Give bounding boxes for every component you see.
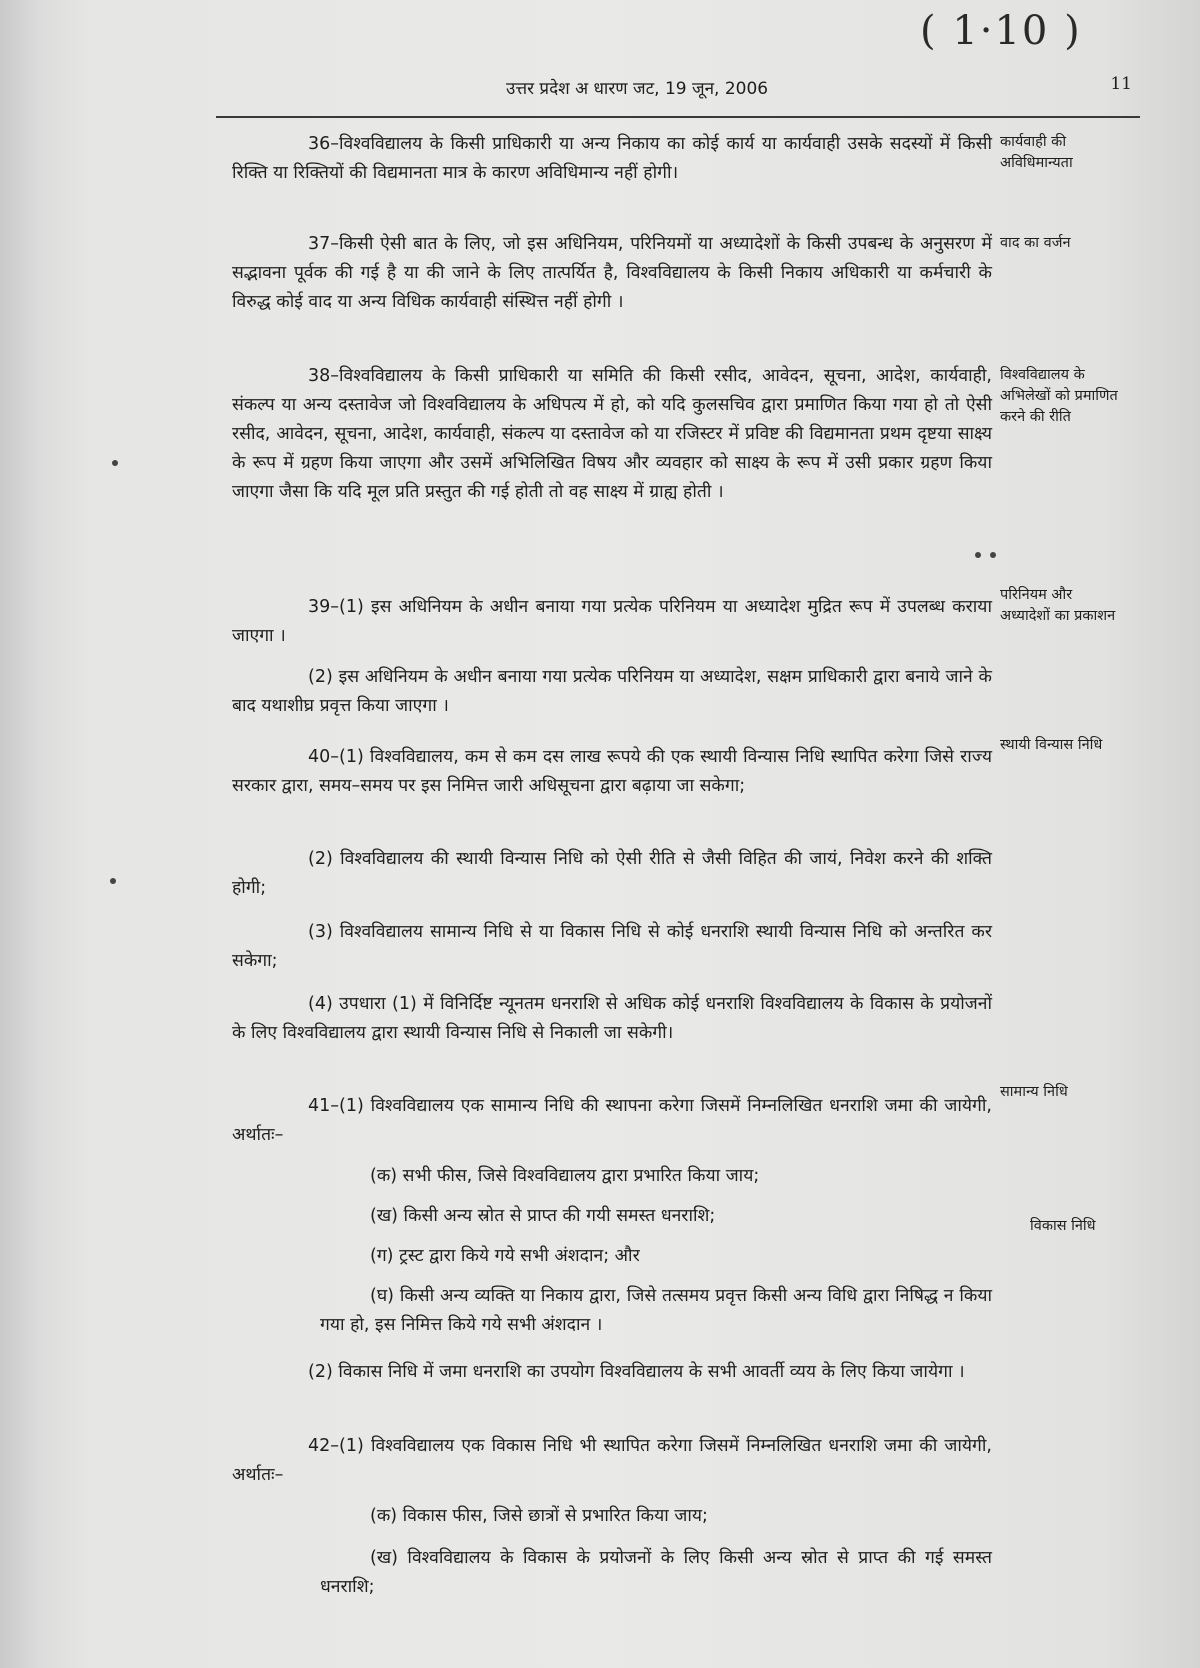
handwritten-page-note: ( 1·10 ): [920, 8, 1082, 54]
margin-note-record-certification: विश्वविद्यालय के अभिलेखों को प्रमाणित करने की रीति: [1000, 367, 1118, 425]
clause-41-ka: (क) सभी फीस, जिसे विश्वविद्यालय द्वारा प्रभारित किया जाय;: [370, 1166, 760, 1186]
clause-41-gha: (घ) किसी अन्य व्यक्ति या निकाय द्वारा, जिसे तत्समय प्रवृत्त किसी अन्य विधि द्वारा निषिद्ध न किया गया हो, इस निमित्त किये गये सभी अंशदान ।: [320, 1286, 992, 1335]
gazette-title: उत्तर प्रदेश अ धारण जट, 19 जून, 2006: [506, 79, 769, 99]
ink-speck: [990, 552, 996, 558]
section-39-2: (2) इस अधिनियम के अधीन बनाया गया प्रत्येक परिनियम या अध्यादेश, सक्षम प्राधिकारी द्वारा बनाये जाने के बाद यथाशीघ्र प्रवृत्त किया जाएगा ।: [232, 667, 992, 716]
section-40-1: 40–(1) विश्वविद्यालय, कम से कम दस लाख रूपये की एक स्थायी विन्यास निधि स्थापित करेगा जिसे राज्य सरकार द्वारा, समय–समय पर इस निमित्त जारी अधिसूचना द्वारा बढ़ाया जा सकेगा;: [232, 747, 992, 796]
section-38: 38–विश्वविद्यालय के किसी प्राधिकारी या समिति की किसी रसीद, आवेदन, सूचना, आदेश, कार्यवाही, संकल्प या अन्य दस्तावेज जो विश्वविद्यालय के अधिपत्य में हो, को यदि कुलसचिव द्वारा प्रमाणित किया गया हो तो ऐसी रसीद, आवेदन, सूचना, आदेश, कार्यवाही, संकल्प या दस्तावेज को या रजिस्टर में प्रविष्ट की विद्यमानता प्रथम दृष्टया साक्ष्य के रूप में ग्रहण किया जाएगा और उसमें अभिलिखित विषय और व्यवहार को साक्ष्य के रूप में उसी प्रकार ग्रहण किया जाएगा जैसा कि यदि मूल प्रति प्रस्तुत की गई होती तो वह साक्ष्य में ग्राह्य होती ।: [232, 366, 992, 502]
ink-speck: [112, 460, 118, 466]
section-37: 37–किसी ऐसी बात के लिए, जो इस अधिनियम, परिनियमों या अध्यादेशों के किसी उपबन्ध के अनुसरण में सद्भावना पूर्वक की गई है या की जाने के लिए तात्पर्यित है, विश्वविद्यालय के किसी निकाय अधिकारी या कर्मचारी के विरुद्ध कोई वाद या अन्य विधिक कार्यवाही संस्थित्त नहीं होगी ।: [232, 234, 992, 312]
section-42-1: 42–(1) विश्वविद्यालय एक विकास निधि भी स्थापित करेगा जिसमें निम्नलिखित धनराशि जमा की जायेगी, अर्थातः–: [232, 1436, 992, 1485]
section-40-3: (3) विश्वविद्यालय सामान्य निधि से या विकास निधि से कोई धनराशि स्थायी विन्यास निधि को अन्तरित कर सकेगा;: [232, 922, 992, 971]
clause-42-ka: (क) विकास फीस, जिसे छात्रों से प्रभारित किया जाय;: [370, 1506, 708, 1526]
section-36: 36–विश्वविद्यालय के किसी प्राधिकारी या अन्य निकाय का कोई कार्य या कार्यवाही उसके सदस्यों में किसी रिक्ति या रिक्तियों की विद्यमानता मात्र के कारण अविधिमान्य नहीं होगी।: [232, 134, 992, 183]
gazette-header: [216, 76, 1140, 118]
section-40-4: (4) उपधारा (1) में विनिर्दिष्ट न्यूनतम धनराशि से अधिक कोई धनराशि विश्वविद्यालय के विकास के प्रयोजनों के लिए विश्वविद्यालय द्वारा स्थायी विन्यास निधि से निकाली जा सकेगी।: [232, 994, 992, 1043]
section-39-1: 39–(1) इस अधिनियम के अधीन बनाया गया प्रत्येक परिनियम या अध्यादेश मुद्रित रूप में उपलब्ध कराया जाएगा ।: [232, 597, 992, 646]
ink-speck: [975, 552, 981, 558]
margin-note-general-fund: सामान्य निधि: [1000, 1084, 1068, 1100]
page-number: 11: [1110, 74, 1132, 94]
margin-note-endowment-fund: स्थायी विन्यास निधि: [1000, 737, 1103, 753]
ink-speck: [110, 878, 116, 884]
section-40-2: (2) विश्वविद्यालय की स्थायी विन्यास निधि को ऐसी रीति से जैसी विहित की जायं, निवेश करने की शक्ति होगी;: [232, 849, 992, 898]
section-41-1: 41–(1) विश्वविद्यालय एक सामान्य निधि की स्थापना करेगा जिसमें निम्नलिखित धनराशि जमा की जायेगी, अर्थातः–: [232, 1096, 992, 1145]
clause-42-kha: (ख) विश्वविद्यालय के विकास के प्रयोजनों के लिए किसी अन्य स्रोत से प्राप्त की गई समस्त धनराशि;: [320, 1548, 992, 1597]
margin-note-invalidity: कार्यवाही की अविधिमान्यता: [1000, 134, 1073, 171]
margin-note-bar-of-suits: वाद का वर्जन: [1000, 235, 1071, 251]
margin-note-publication: परिनियम और अध्यादेशों का प्रकाशन: [1000, 587, 1116, 624]
section-41-2: (2) विकास निधि में जमा धनराशि का उपयोग विश्वविद्यालय के सभी आवर्ती व्यय के लिए किया जायेगा ।: [308, 1362, 965, 1382]
margin-note-development-fund: विकास निधि: [1030, 1218, 1096, 1234]
clause-41-kha: (ख) किसी अन्य स्रोत से प्राप्त की गयी समस्त धनराशि;: [370, 1206, 716, 1226]
clause-41-ga: (ग) ट्रस्ट द्वारा किये गये सभी अंशदान; और: [370, 1246, 640, 1266]
